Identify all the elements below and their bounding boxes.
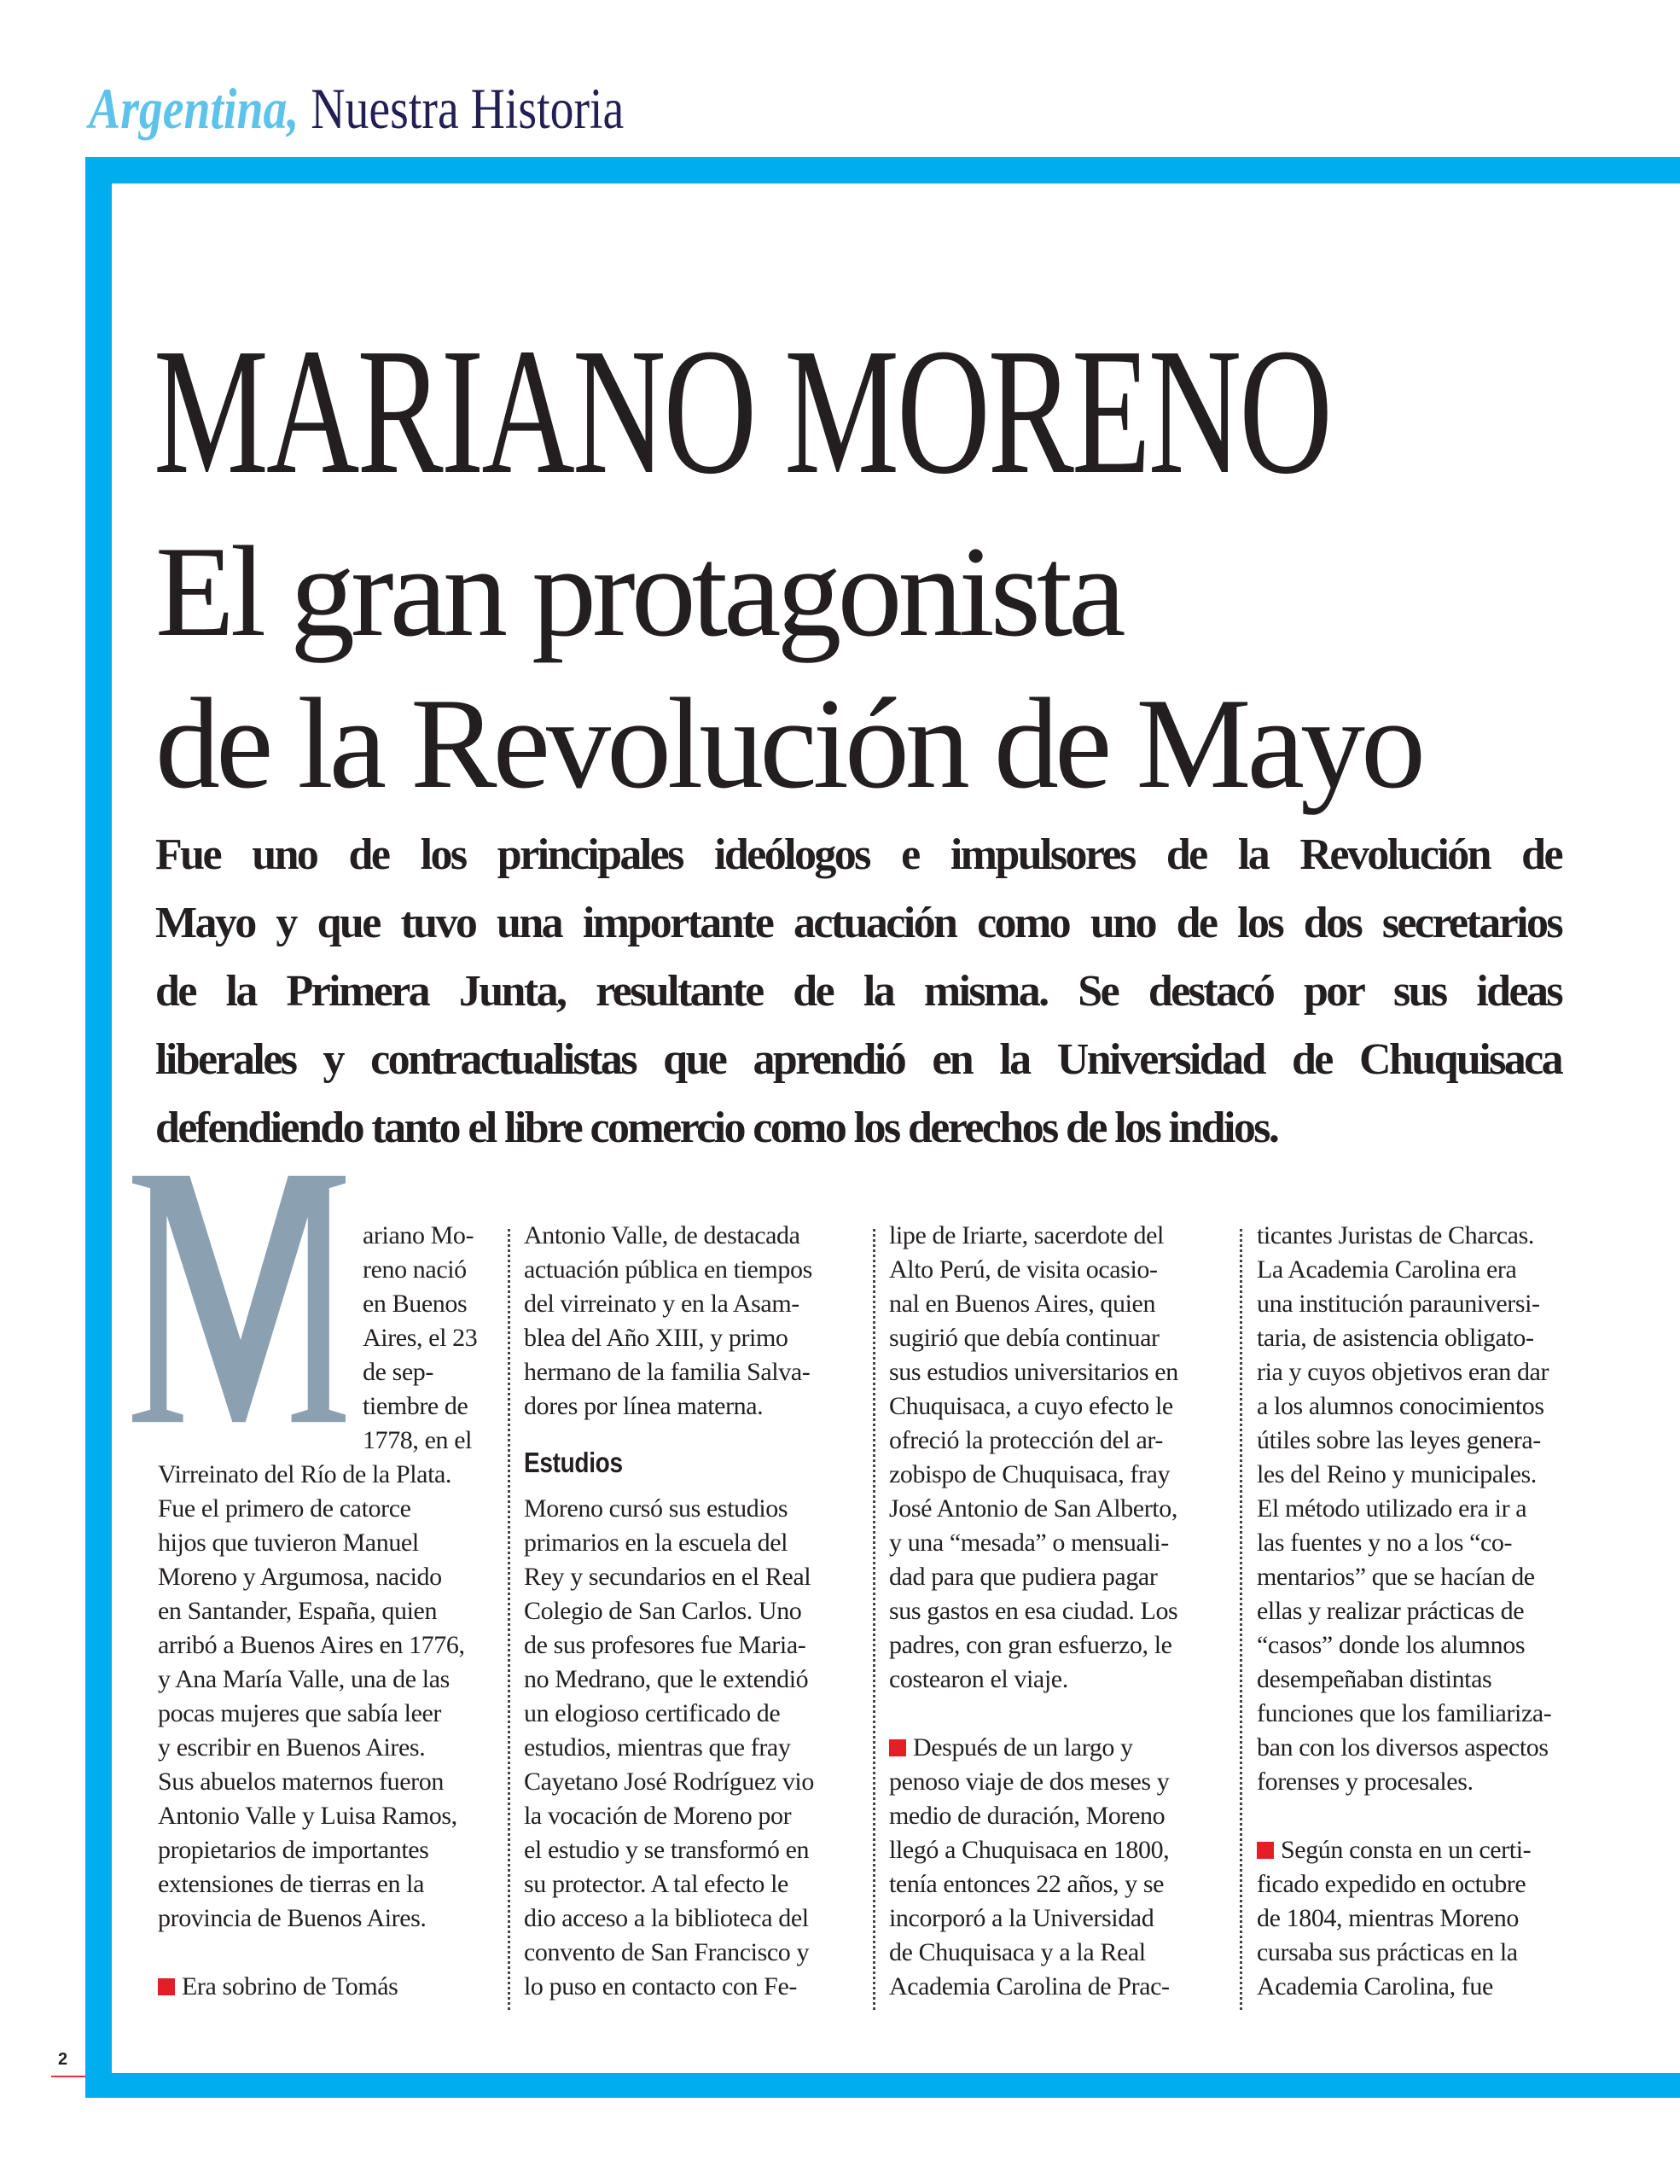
body-text-line [1257,1902,1598,1936]
body-text-line [889,1628,1226,1663]
line-text: Moreno cursó sus estudios [524,1494,788,1523]
body-text-line [158,1526,491,1560]
line-text: desempeñaban distintas [1257,1665,1492,1693]
line-text: actuación pública en tiempos [524,1255,812,1284]
body-text-line [1257,1492,1598,1526]
line-text: pocas mujeres que sabía leer [158,1699,441,1727]
line-text: José Antonio de San Alberto, [889,1494,1177,1523]
body-text-line [1257,1355,1598,1389]
line-text: en Buenos [363,1290,468,1318]
body-text-line [1257,1731,1598,1765]
body-text-line [889,1799,1226,1833]
body-text-line [158,1424,491,1458]
line-text: Cayetano José Rodríguez vio [524,1768,814,1796]
red-square-bullet-icon [889,1739,906,1756]
line-text: incorporó a la Universidad [889,1904,1154,1932]
body-text-line [1257,1424,1598,1458]
line-text: Rey y secundarios en el Real [524,1563,811,1591]
lede-line: Fue uno de los principales ideólogos e impulsores de la Revolución de [155,830,1561,879]
body-text-line [524,1731,861,1765]
line-text: padres, con gran esfuerzo, le [889,1631,1172,1659]
body-text-line [889,1902,1226,1936]
line-text: mentarios” que se hacían de [1257,1563,1535,1591]
line-text: Fue el primero de catorce [158,1494,411,1523]
line-text: penoso viaje de dos meses y [889,1768,1170,1796]
body-text-line [158,1594,491,1628]
line-text: ria y cuyos objetivos eran dar [1257,1358,1549,1386]
line-text: tenía entonces 22 años, y se [889,1870,1165,1898]
line-text: Sus abuelos maternos fueron [158,1768,444,1796]
column-divider [1240,1229,1242,2010]
frame-bottom-bar [85,2073,1680,2098]
line-text: Colegio de San Carlos. Uno [524,1597,802,1625]
body-text-line [158,1321,491,1355]
lede-line: defendiendo tanto el libre comercio como los derechos de los indios. [155,1104,1278,1152]
body-text-line [524,1936,861,1970]
body-text-line [1257,1867,1598,1902]
body-text-line [1257,1560,1598,1594]
line-text: Virreinato del Río de la Plata. [158,1460,452,1488]
body-text-line [524,1492,861,1526]
body-text-line [1257,1697,1598,1731]
line-text: sus estudios universitarios en [889,1358,1178,1386]
body-text-line [158,1833,491,1867]
line-text: las fuentes y no a los “co- [1257,1529,1513,1557]
lede-line: liberales y contractualistas que aprendió en la Universidad de Chuquisaca [155,1035,1561,1084]
line-text: estudios, mientras que fray [524,1733,791,1762]
line-text: blea del Año XIII, y primo [524,1324,788,1352]
line-text: llegó a Chuquisaca en 1800, [889,1836,1170,1864]
body-text-line [524,1526,861,1560]
body-text-line [524,1697,861,1731]
line-text: dad para que pudiera pagar [889,1563,1158,1591]
body-text-line [158,1287,491,1321]
body-text-line [524,1321,861,1355]
line-text: arribó a Buenos Aires en 1776, [158,1631,465,1659]
line-text: ficado expedido en octubre [1257,1870,1526,1898]
body-text-line [1257,1321,1598,1355]
line-text: Alto Perú, de visita ocasio- [889,1255,1158,1284]
line-text: taria, de asistencia obligato- [1257,1324,1534,1352]
line-text: de sus profesores fue Maria- [524,1631,806,1659]
body-text-line [524,1765,861,1799]
line-text: y una “mesada” o mensuali- [889,1529,1169,1557]
line-text: La Academia Carolina era [1257,1255,1517,1284]
column-divider [508,1229,510,2010]
line-text: costearon el viaje. [889,1665,1068,1693]
red-square-bullet-icon [158,1978,175,1995]
line-text: El método utilizado era ir a [1257,1494,1527,1523]
body-text-line [889,1355,1226,1389]
body-text-line [524,1253,861,1287]
body-text-line [889,1936,1226,1970]
line-text: “casos” donde los alumnos [1257,1631,1526,1659]
body-column-3 [889,1219,1226,2004]
body-text-line [889,1253,1226,1287]
section-heading [524,1424,811,1492]
line-text: una institución parauniversi- [1257,1290,1540,1318]
line-text: ban con los diversos aspectos [1257,1733,1549,1762]
line-text: provincia de Buenos Aires. [158,1904,427,1932]
body-text-line [524,1389,861,1424]
section-title: Nuestra Historia [311,76,625,141]
body-text-line [158,1867,491,1902]
line-text: funciones que los familiariza- [1257,1699,1552,1727]
body-text-line [524,1628,861,1663]
line-text: dio acceso a la biblioteca del [524,1904,809,1932]
page-number-rule [51,2076,85,2077]
line-text: su protector. A tal efecto le [524,1870,788,1898]
body-text-line [158,1799,491,1833]
line-text: hermano de la familia Salva- [524,1358,811,1386]
body-text-line [889,1867,1226,1902]
page-number: 2 [58,2050,68,2069]
line-text: Estudios [524,1447,623,1478]
line-text: Academia Carolina de Prac- [889,1972,1170,2001]
body-text-line [158,1663,491,1697]
body-text-line [1257,1253,1598,1287]
body-text-line [158,1492,491,1526]
body-text-line [158,1628,491,1663]
body-column-1 [158,1219,491,2004]
body-text-line [1257,1594,1598,1628]
body-text-line [524,1663,861,1697]
body-text-line [889,1219,1226,1253]
line-text: lo puso en contacto con Fe- [524,1972,797,2001]
line-text: Antonio Valle, de destacada [524,1221,800,1249]
line-text: en Santander, España, quien [158,1597,438,1625]
body-text-line [889,1492,1226,1526]
line-text: sus gastos en esa ciudad. Los [889,1597,1178,1625]
line-text: ticantes Juristas de Charcas. [1257,1221,1534,1249]
body-text-line [889,1389,1226,1424]
article-lede [155,821,1561,1162]
body-text-line [524,1594,861,1628]
column-divider [873,1229,875,2010]
body-column-4 [1257,1219,1598,2004]
body-text-line [524,1287,861,1321]
line-text: la vocación de Moreno por [524,1802,792,1830]
line-text: sugirió que debía continuar [889,1324,1160,1352]
line-text: les del Reino y municipales. [1257,1460,1537,1488]
line-text: de sep- [363,1358,433,1386]
paragraph-gap [158,1936,491,1970]
line-text: Después de un largo y [913,1733,1133,1762]
line-text: y escribir en Buenos Aires. [158,1733,426,1762]
body-text-line [889,1526,1226,1560]
body-text-line [889,1663,1226,1697]
body-text-line [524,1867,861,1902]
line-text: ellas y realizar prácticas de [1257,1597,1525,1625]
body-text-line [889,1458,1226,1492]
line-text: ofreció la protección del ar- [889,1426,1163,1454]
frame-top-bar [85,157,1680,183]
section-header [89,75,624,143]
body-text-line [889,1970,1226,2004]
line-text: a los alumnos conocimientos [1257,1392,1544,1420]
body-text-line [158,1253,491,1287]
article-subtitle-line-2: de la Revolución de Mayo [155,672,1422,815]
line-text: 1778, en el [363,1426,473,1454]
line-text: Moreno y Argumosa, nacido [158,1563,442,1591]
line-text: extensiones de tierras en la [158,1870,425,1898]
line-text: propietarios de importantes [158,1836,429,1864]
body-text-line [889,1833,1226,1867]
line-text: de Chuquisaca y a la Real [889,1938,1146,1966]
line-text: primarios en la escuela del [524,1529,788,1557]
body-text-line [524,1970,861,2004]
frame-left-bar [85,157,112,2098]
line-text: reno nació [363,1255,467,1284]
lede-line: Mayo y que tuvo una importante actuación como uno de los dos secretarios [155,899,1561,947]
line-text: hijos que tuvieron Manuel [158,1529,419,1557]
line-text: zobispo de Chuquisaca, fray [889,1460,1171,1488]
body-text-line [524,1799,861,1833]
line-text: forenses y procesales. [1257,1768,1474,1796]
line-text: el estudio y se transformó en [524,1836,810,1864]
body-text-line [889,1731,1226,1765]
line-text: Chuquisaca, a cuyo efecto le [889,1392,1173,1420]
line-text: Según consta en un certi- [1281,1836,1532,1864]
body-text-line [524,1833,861,1867]
body-text-line [1257,1663,1598,1697]
body-text-line [1257,1765,1598,1799]
line-text: dores por línea materna. [524,1392,764,1420]
body-text-line [1257,1970,1598,2004]
lede-line: de la Primera Junta, resultante de la misma. Se destacó por sus ideas [155,967,1561,1016]
article-subtitle-line-1: El gran protagonista [155,520,1122,663]
line-text: Antonio Valle y Luisa Ramos, [158,1802,457,1830]
body-text-line [889,1765,1226,1799]
red-square-bullet-icon [1257,1842,1274,1859]
body-text-line [158,1902,491,1936]
line-text: tiembre de [363,1392,468,1420]
body-text-line [158,1389,491,1424]
body-text-line [158,1765,491,1799]
line-text: no Medrano, que le extendió [524,1665,809,1693]
line-text: y Ana María Valle, una de las [158,1665,450,1693]
line-text: ariano Mo- [363,1221,474,1249]
body-text-line [158,1355,491,1389]
line-text: útiles sobre las leyes genera- [1257,1426,1541,1454]
body-text-line [1257,1833,1598,1867]
body-text-line [889,1424,1226,1458]
line-text: un elogioso certificado de [524,1699,781,1727]
line-text: convento de San Francisco y [524,1938,810,1966]
article-title: MARIANO MORENO [154,311,1330,511]
body-text-line [1257,1219,1598,1253]
body-text-line [524,1219,861,1253]
body-text-line [889,1560,1226,1594]
paragraph-gap [1257,1799,1598,1833]
body-text-line [158,1458,491,1492]
body-text-line [524,1560,861,1594]
body-text-line [524,1902,861,1936]
body-text-line [158,1697,491,1731]
body-text-line [158,1731,491,1765]
line-text: cursaba sus prácticas en la [1257,1938,1518,1966]
body-text-line [158,1219,491,1253]
line-text: Aires, el 23 [363,1324,478,1352]
line-text: Academia Carolina, fue [1257,1972,1493,2001]
body-text-line [158,1970,491,2004]
body-text-line [1257,1936,1598,1970]
body-text-line [1257,1389,1598,1424]
line-text: del virreinato y en la Asam- [524,1290,799,1318]
line-text: de 1804, mientras Moreno [1257,1904,1519,1932]
body-text-line [1257,1526,1598,1560]
body-text-line [889,1287,1226,1321]
body-text-line [1257,1287,1598,1321]
body-text-line [524,1355,861,1389]
body-text-line [1257,1458,1598,1492]
body-column-2 [524,1219,861,2004]
body-text-line [158,1560,491,1594]
body-text-line [889,1594,1226,1628]
body-text-line [1257,1628,1598,1663]
line-text: nal en Buenos Aires, quien [889,1290,1156,1318]
line-text: lipe de Iriarte, sacerdote del [889,1221,1164,1249]
line-text: Era sobrino de Tomás [182,1972,398,2001]
body-text-line [889,1321,1226,1355]
section-accent: Argentina, [89,76,299,141]
paragraph-gap [889,1697,1226,1731]
line-text: medio de duración, Moreno [889,1802,1166,1830]
